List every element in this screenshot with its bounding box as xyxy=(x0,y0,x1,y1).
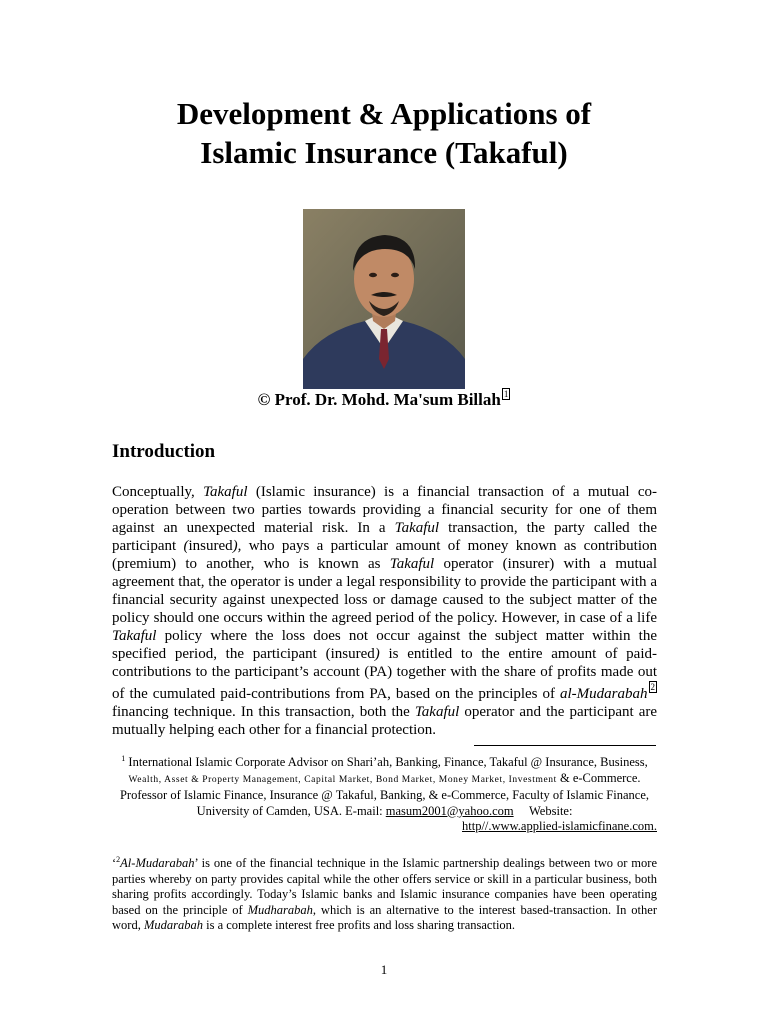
portrait-image xyxy=(303,209,465,389)
text-run: insured xyxy=(188,538,233,554)
text-run: (insured xyxy=(325,646,375,662)
text-run: (Islamic insurance) is a financial transaction of a mutual co-operation between two parties towards providing a financial security for one of them against an unexpected material risk. In a xyxy=(112,484,657,536)
term-takaful: Takaful xyxy=(203,484,248,500)
term-al-mudarabah: al-Mudarabah xyxy=(560,686,648,702)
term-takaful: Takaful xyxy=(389,556,435,572)
text-run: is entitled to the entire amount of paid-contributions to the participant’s account (PA) together with the share of profits made out of the cumulated paid-contributions from PA, based on the principles of xyxy=(112,646,657,702)
term-mudharabah: Mudharabah xyxy=(247,902,313,917)
footnote-2 xyxy=(112,852,657,934)
footnote-email-link[interactable]: masum2001@yahoo.com xyxy=(385,803,514,818)
text-run: ( xyxy=(183,538,189,554)
text-run: policy where the loss does not occur against the subject matter within the specified period, the participant xyxy=(112,628,657,662)
section-heading: Introduction xyxy=(112,441,216,462)
text-run: operator (insurer) with a mutual agreement that, the operator is under a legal responsibility to provide the participant with a financial security against unexpected loss or damage caused to the subject matter of the policy should one occurs within the agreed period of the policy. However, in case of a life xyxy=(112,556,657,626)
text-run: who pays a particular amount of money known as contribution (premium) to another, who is known as xyxy=(112,538,658,572)
author-portrait xyxy=(303,209,465,389)
footnote-2-text: , which is an alternative to the interest based-transaction. In other word, xyxy=(112,902,657,932)
footnote-2-marker: 2 xyxy=(116,855,121,864)
footnote-2-quote: ‘ xyxy=(112,856,117,870)
page-number: 1 xyxy=(380,962,388,977)
footnote-ref-2[interactable]: 2 xyxy=(650,682,655,692)
footnote-separator xyxy=(474,745,656,746)
title-line-2: Islamic Insurance (Takaful) xyxy=(200,135,568,170)
term-takaful: Takaful xyxy=(112,628,157,644)
author-name: © Prof. Dr. Mohd. Ma'sum Billah xyxy=(257,390,501,409)
term-al-mudarabah: Al-Mudarabah xyxy=(120,856,195,870)
term-mudarabah: Mudarabah xyxy=(143,918,203,932)
text-run: ) xyxy=(374,646,380,662)
footnote-1-text: Wealth, Asset & Property Management, Capital Market, Bond Market, Money Market, Investment xyxy=(128,774,557,785)
footnote-ref-1[interactable]: 1 xyxy=(503,389,509,399)
term-takaful: Takaful xyxy=(394,520,440,536)
footnote-2-text: is a complete interest free profits and loss sharing transaction. xyxy=(202,918,516,932)
author-line xyxy=(0,388,768,411)
footnote-website-link[interactable]: http//.www.applied-islamicfinane.com. xyxy=(462,819,657,834)
text-run: transaction, the party called the participant xyxy=(112,520,657,554)
text-run: operator and the participant are mutually helping each other for a financial protection. xyxy=(112,704,658,738)
title-line-1: Development & Applications of xyxy=(176,96,592,131)
text-run: financing technique. In this transaction, both the xyxy=(112,704,415,720)
document-title xyxy=(0,94,768,172)
intro-paragraph xyxy=(112,483,657,739)
footnote-2-text: ’ is one of the financial technique in the Islamic partnership dealings between two or more parties whereby on party provides capital while the other offers service or skill in a particular business, both sharing profits accordingly. Today’s Islamic banks and Islamic insurance companies have been operating based on the principle of xyxy=(112,856,657,917)
footnote-website-label: Website: xyxy=(513,803,573,818)
text-run: Conceptually, xyxy=(112,484,204,500)
footnote-1-text: International Islamic Corporate Advisor on Shari’ah, Banking, Finance, Takaful @ Insurance, Business, xyxy=(125,755,648,770)
term-takaful: Takaful xyxy=(414,704,460,720)
text-run: ), xyxy=(232,538,242,554)
footnote-1-marker: 1 xyxy=(121,754,126,763)
footnote-1 xyxy=(112,751,657,835)
footnote-1-text: & e-Commerce. Professor of Islamic Finance, Insurance @ Takaful, Banking, & e-Commerce, Faculty of Islamic Finance, University of Camden, USA. E-mail: xyxy=(119,770,649,818)
